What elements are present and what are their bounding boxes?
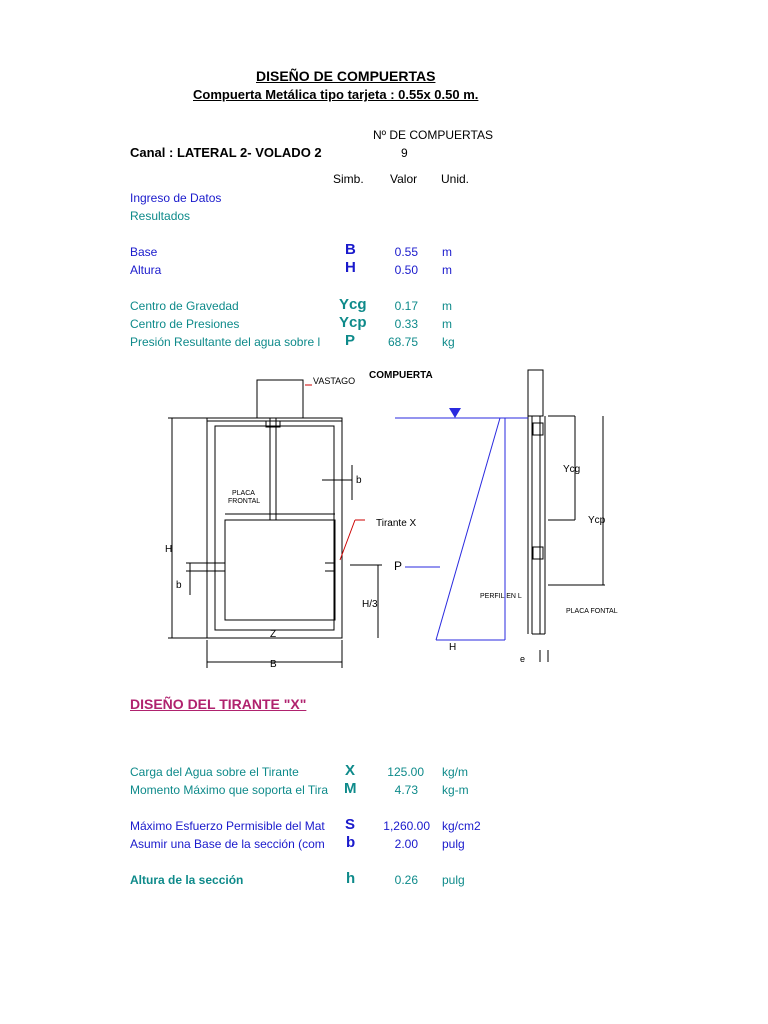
row-altura-label: Altura (130, 263, 162, 277)
row-p-unit: kg (442, 335, 455, 349)
label-p: P (394, 559, 403, 573)
row-x-sym: X (345, 762, 356, 779)
row-ycg-unit: m (442, 299, 452, 313)
row-x-unit: kg/m (442, 765, 469, 779)
row-p-label: Presión Resultante del agua sobre l (130, 335, 321, 349)
row-s-sym: S (345, 816, 356, 833)
label-h-bottom: H (449, 642, 457, 653)
label-z: Z (270, 629, 277, 640)
gate-outer-frame (207, 418, 342, 638)
label-vastago: VASTAGO (313, 376, 356, 386)
row-ycp-value: 0.33 (394, 317, 418, 331)
row-h-value: 0.26 (394, 873, 418, 887)
row-b-sym: b (346, 834, 356, 851)
col-unid: Unid. (441, 172, 470, 186)
label-ycp: Ycp (588, 515, 606, 526)
label-h3: H/3 (362, 599, 378, 610)
row-p-sym: P (345, 332, 356, 349)
row-s-value: 1,260.00 (383, 819, 430, 833)
row-ycp-sym: Ycp (339, 314, 367, 331)
row-base-unit: m (442, 245, 452, 259)
row-ycg-value: 0.17 (394, 299, 418, 313)
label-perfil: PERFIL EN L (480, 593, 522, 600)
page-subtitle: Compuerta Metálica tipo tarjeta : 0.55x 0.50 m. (193, 87, 479, 102)
label-placa-1: PLACA (232, 490, 255, 497)
row-m-label: Momento Máximo que soporta el Tira (130, 783, 329, 797)
label-e: e (520, 654, 526, 664)
legend-ingreso: Ingreso de Datos (130, 191, 222, 205)
label-base: B (270, 659, 277, 670)
label-b-left: b (176, 580, 182, 591)
label-tirante: Tirante X (376, 518, 417, 529)
row-s-label: Máximo Esfuerzo Permisible del Mat (130, 819, 325, 833)
label-h: H (165, 544, 173, 555)
row-ycp-label: Centro de Presiones (130, 317, 240, 331)
row-b-label: Asumir una Base de la sección (com (130, 837, 325, 851)
label-placa-2: FRONTAL (228, 498, 261, 505)
gate-inner-frame (215, 426, 334, 630)
num-compuertas-label: Nº DE COMPUERTAS (373, 128, 493, 142)
row-x-value: 125.00 (387, 765, 424, 779)
row-s-unit: kg/cm2 (442, 819, 481, 833)
row-ycp-unit: m (442, 317, 452, 331)
row-m-sym: M (344, 780, 357, 797)
row-base-label: Base (130, 245, 158, 259)
label-ycg: Ycg (563, 464, 581, 475)
label-compuerta: COMPUERTA (369, 370, 433, 381)
col-valor: Valor (390, 172, 418, 186)
num-compuertas-value: 9 (401, 146, 408, 160)
vastago-box (257, 380, 303, 418)
label-placa-fontal: PLACA FONTAL (566, 608, 618, 615)
row-altura-unit: m (442, 263, 452, 277)
label-b-top: b (356, 475, 362, 486)
compuerta-diagram (0, 360, 768, 670)
row-b-value: 2.00 (394, 837, 418, 851)
water-level-marker (449, 408, 461, 418)
row-h-sym: h (346, 870, 356, 887)
section-tirante-title: DISEÑO DEL TIRANTE "X" (130, 696, 307, 712)
col-simb: Simb. (333, 172, 364, 186)
row-ycg-sym: Ycg (339, 296, 367, 313)
row-altura-value: 0.50 (394, 263, 418, 277)
row-h-unit: pulg (442, 873, 465, 887)
page-title: DISEÑO DE COMPUERTAS (256, 68, 436, 84)
row-m-unit: kg-m (442, 783, 469, 797)
row-altura-sym: H (345, 259, 356, 276)
row-base-value: 0.55 (394, 245, 418, 259)
canal-label: Canal : LATERAL 2- VOLADO 2 (130, 145, 322, 160)
row-p-value: 68.75 (387, 335, 418, 349)
row-b-unit: pulg (442, 837, 465, 851)
row-h-label: Altura de la sección (130, 873, 244, 887)
row-m-value: 4.73 (394, 783, 418, 797)
placa-frontal (225, 520, 335, 620)
row-base-sym: B (345, 241, 356, 258)
legend-resultados: Resultados (130, 209, 191, 223)
row-x-label: Carga del Agua sobre el Tirante (130, 765, 299, 779)
row-ycg-label: Centro de Gravedad (130, 299, 239, 313)
